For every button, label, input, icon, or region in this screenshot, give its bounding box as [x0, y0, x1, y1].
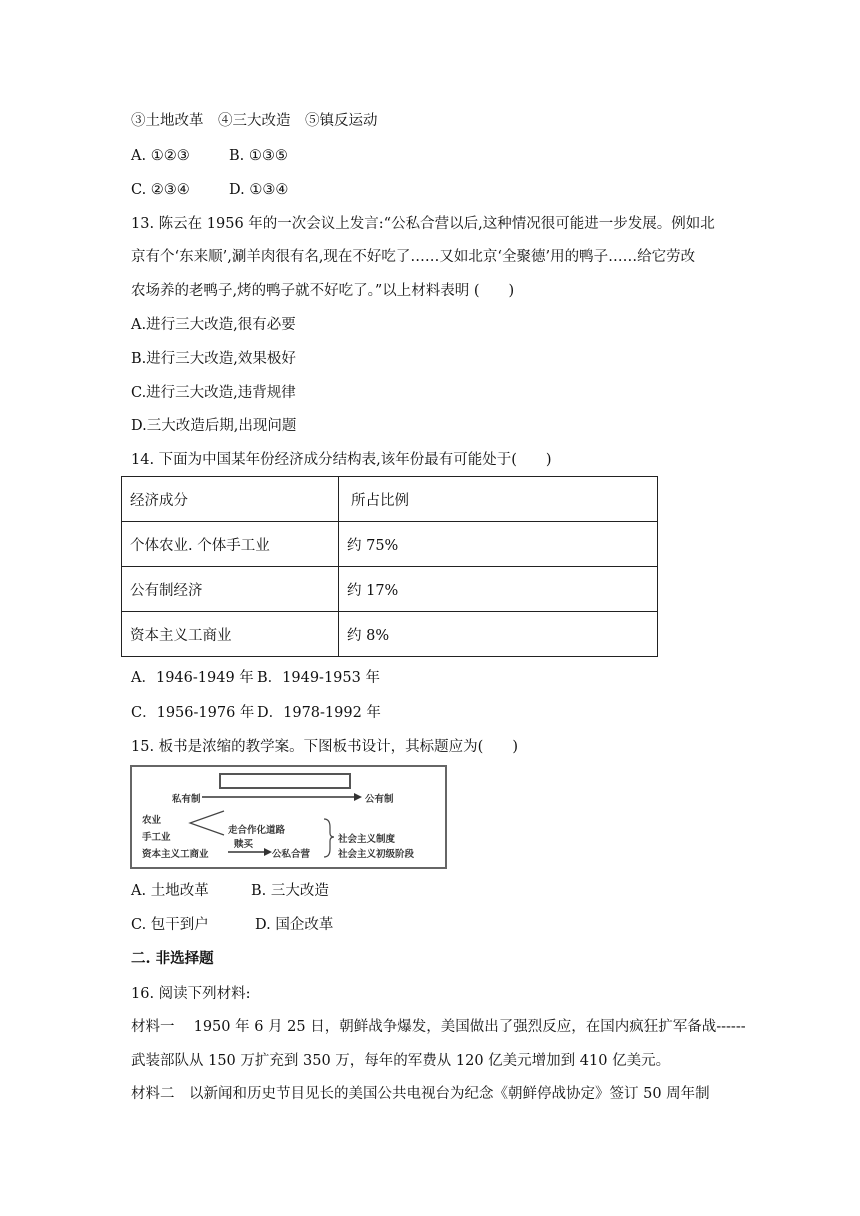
diagram-handicraft: 手工业: [142, 832, 171, 843]
diagram-agriculture: 农业: [142, 815, 162, 826]
diagram-socialist-system: 社会主义制度: [338, 834, 396, 845]
table-cell: 约 17%: [339, 567, 658, 612]
section-heading: 二. 非选择题: [131, 950, 214, 967]
table-row: [122, 522, 658, 567]
diagram-arrows: [132, 767, 445, 867]
diagram-redeem: 赎买: [234, 839, 254, 850]
table-cell: 约 75%: [339, 522, 658, 567]
diagram-coop: 走合作化道路: [228, 825, 286, 836]
table-header-row: [122, 477, 658, 522]
table-cell: 约 8%: [339, 612, 658, 657]
economy-table: [121, 476, 658, 657]
q14-option-a: A．1946-1949 年: [131, 670, 254, 686]
q15-options-ab: [131, 882, 329, 900]
q12-option-b: B. ①③⑤: [229, 148, 288, 164]
q14-option-b: B．1949-1953 年: [257, 670, 380, 686]
q12-options-line: ③土地改革 ④三大改造 ⑤镇反运动: [131, 113, 378, 129]
q16-stem: 16. 阅读下列材料:: [131, 986, 251, 1002]
q15-options-cd: [131, 916, 333, 934]
q15-option-a: A. 土地改革: [131, 883, 209, 899]
material-1-line-2: 武装部队从 150 万扩充到 350 万，每年的军费从 120 亿美元增加到 410 亿美元。: [131, 1053, 671, 1069]
table-cell: 公有制经济: [122, 567, 339, 612]
table-header-cell: 所占比例: [339, 477, 658, 522]
q14-options-ab: [131, 669, 380, 687]
diagram-public: 公有制: [365, 794, 394, 805]
q14-option-d: D．1978-1992 年: [257, 705, 381, 721]
table-cell: 资本主义工商业: [122, 612, 339, 657]
q15-option-b: B. 三大改造: [251, 883, 329, 899]
q15-option-d: D. 国企改革: [255, 917, 334, 933]
q13-option-d: D.三大改造后期,出现问题: [131, 418, 297, 434]
q12-options-cd: [131, 181, 288, 199]
q12-option-c: C. ②③④: [131, 182, 190, 198]
q13-stem-line-1: 13. 陈云在 1956 年的一次会议上发言:“公私合营以后,这种情况很可能进一步发展。例如北: [131, 216, 715, 232]
diagram-private: 私有制: [172, 794, 201, 805]
table-header-cell: 经济成分: [122, 477, 339, 522]
blackboard-diagram: [130, 765, 447, 869]
q15-stem: 15. 板书是浓缩的教学案。下图板书设计，其标题应为( ): [131, 739, 518, 755]
q12-option-d: D. ①③④: [229, 182, 289, 198]
q13-option-c: C.进行三大改造,违背规律: [131, 385, 296, 401]
diagram-capitalist: 资本主义工商业: [142, 849, 209, 860]
q12-option-a: A. ①②③: [131, 148, 190, 164]
material-2-line-1: 材料二 以新闻和历史节目见长的美国公共电视台为纪念《朝鲜停战协定》签订 50 周年制: [131, 1086, 710, 1102]
diagram-primary-stage: 社会主义初级阶段: [338, 849, 415, 860]
table-row: [122, 567, 658, 612]
table-cell: 个体农业. 个体手工业: [122, 522, 339, 567]
q13-stem-line-2: 京有个‘东来顺’,涮羊肉很有名,现在不好吃了……又如北京‘全聚德’用的鸭子……给它劳改: [131, 249, 696, 265]
diagram-joint: 公私合营: [272, 849, 311, 860]
q12-options-ab: [131, 147, 288, 165]
q13-option-b: B.进行三大改造,效果极好: [131, 351, 296, 367]
q14-options-cd: [131, 704, 381, 722]
q13-stem-line-3: 农场养的老鸭子,烤的鸭子就不好吃了。”以上材料表明 ( ): [131, 283, 515, 299]
q13-option-a: A.进行三大改造,很有必要: [131, 317, 296, 333]
material-1-line-1: 材料一 1950 年 6 月 25 日，朝鲜战争爆发，美国做出了强烈反应，在国内疯狂扩军备战------: [131, 1019, 746, 1035]
q15-option-c: C. 包干到户: [131, 917, 209, 933]
table-row: [122, 612, 658, 657]
q14-stem: 14. 下面为中国某年份经济成分结构表,该年份最有可能处于( ): [131, 452, 552, 468]
q14-option-c: C．1956-1976 年: [131, 705, 255, 721]
